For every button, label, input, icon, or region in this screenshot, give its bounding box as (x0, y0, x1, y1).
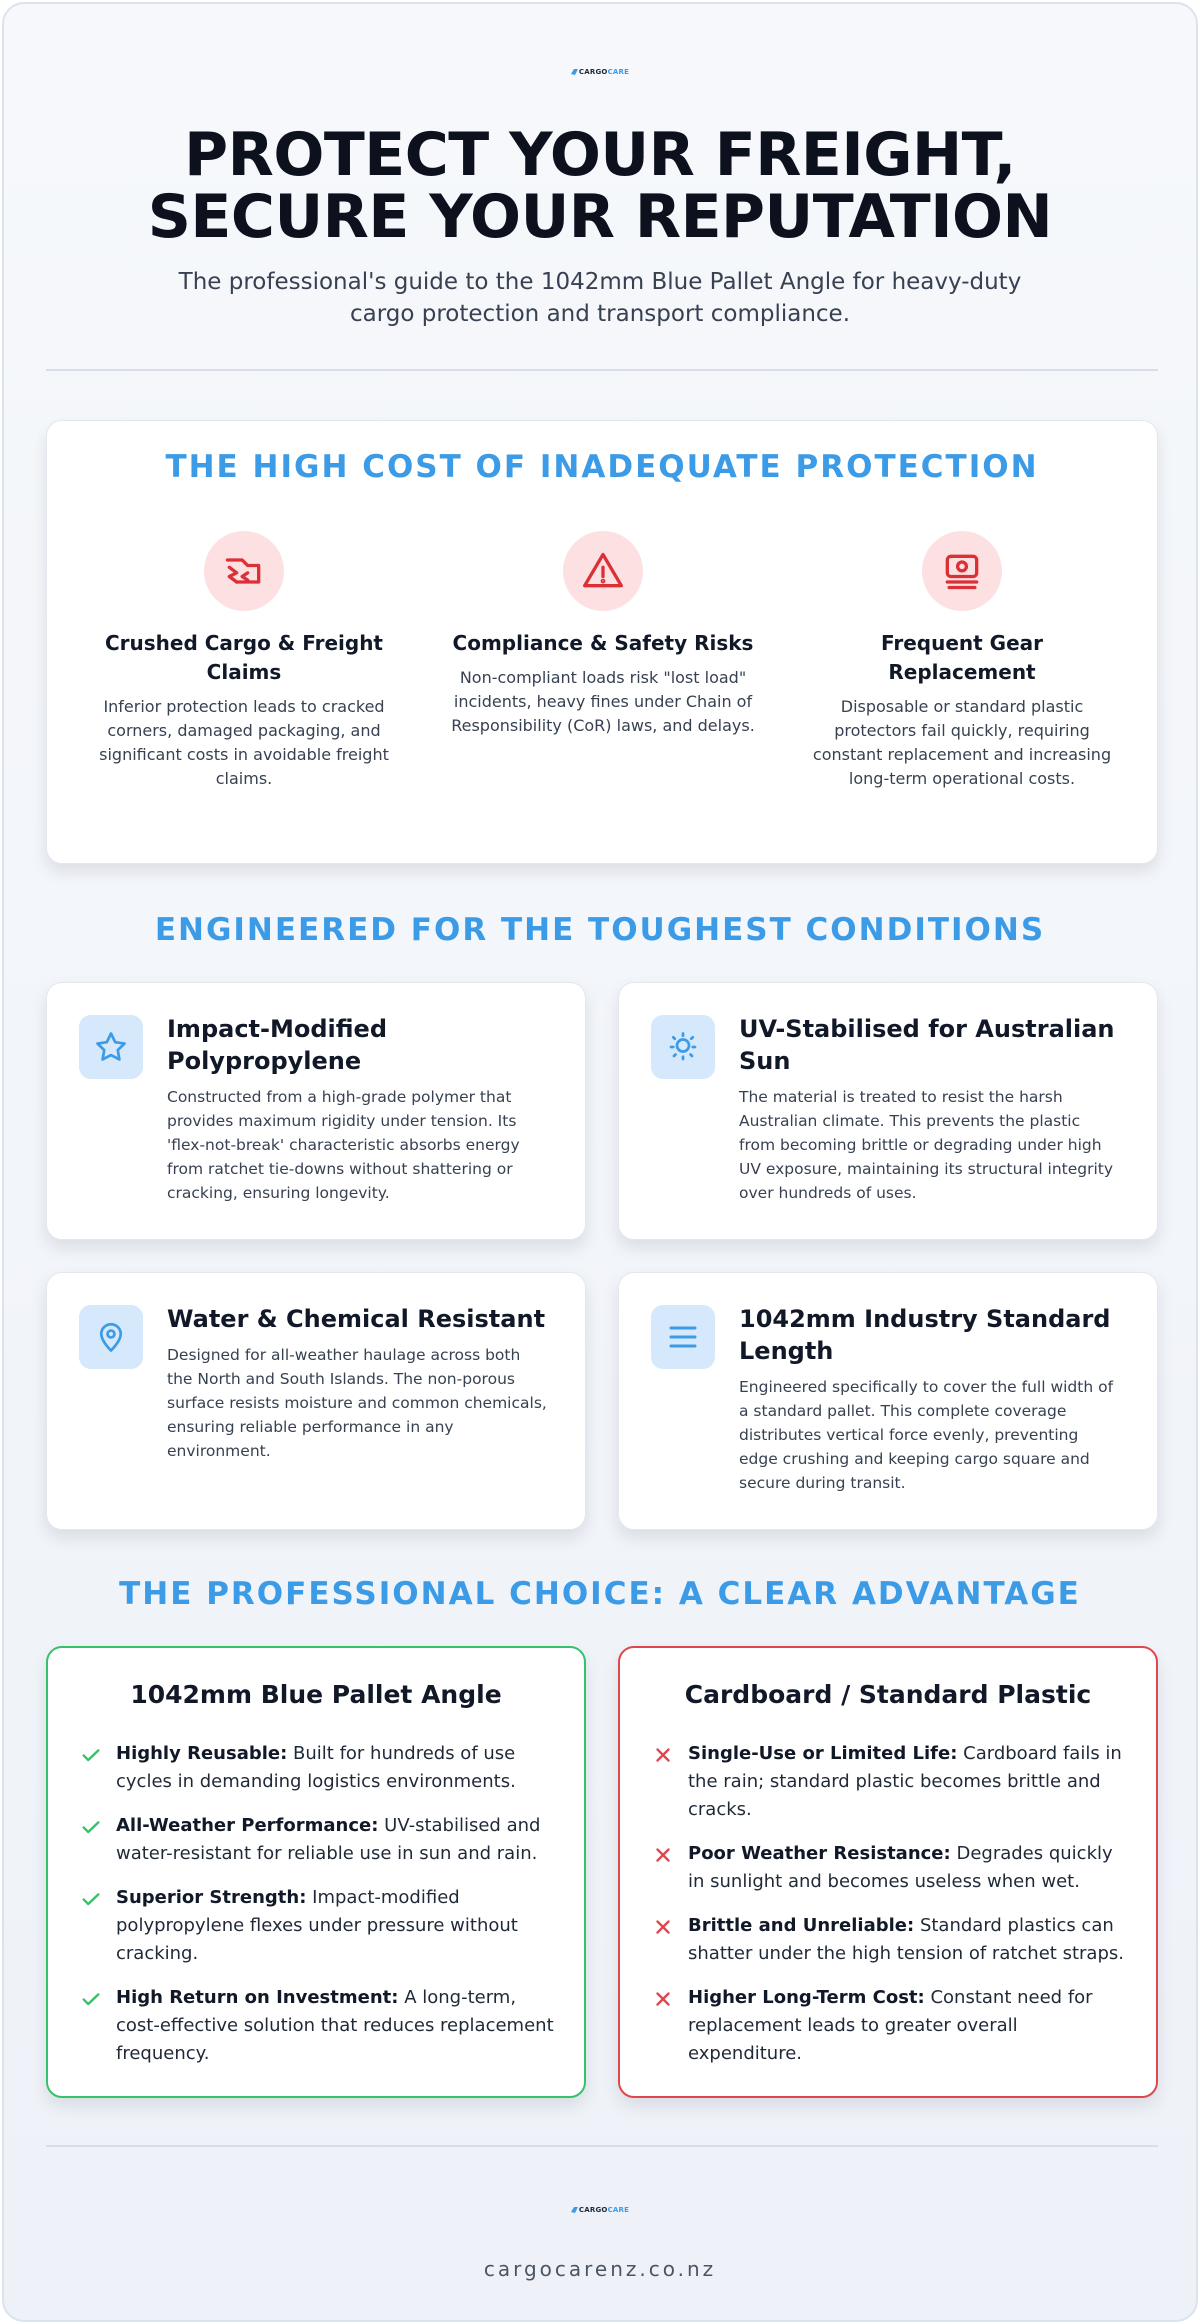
cost-section-card (46, 420, 1158, 864)
warning-triangle-icon (563, 531, 643, 611)
feature-card (46, 1272, 586, 1530)
divider (46, 2145, 1158, 2147)
divider (46, 369, 1158, 371)
feature-title: Water & Chemical Resistant (167, 1305, 546, 1333)
item-label: High Return on Investment: (116, 1987, 399, 2008)
item-text: A long-term, cost-effective solution that reduces replacement frequency. (116, 1987, 554, 2064)
checkmark-icon (80, 1744, 102, 1766)
footer-website-link[interactable]: cargocarenz.co.nz (483, 2257, 717, 2281)
comparison-section-title: THE PROFESSIONAL CHOICE: A CLEAR ADVANTAGE (119, 1576, 1081, 1612)
feature-text: Engineered specifically to cover the full width of a standard pallet. This complete coverage distributes vertical force evenly, preventing edge crushing and keeping cargo square and secure during transit. (739, 1378, 1114, 1492)
logo-text-part2: CARE (607, 2206, 630, 2214)
cost-item-text: Disposable or standard plastic protectors fail quickly, requiring constant replacement and increasing long-term operational costs. (812, 697, 1112, 788)
checkmark-icon (80, 1988, 102, 2010)
cost-item (89, 531, 399, 791)
item-text: Impact-modified polypropylene flexes under pressure without cracking. (116, 1887, 518, 1964)
cost-item-title: Compliance & Safety Risks (452, 631, 754, 655)
infographic-page (2, 2, 1198, 2322)
list-item (652, 1984, 1126, 2068)
item-label: Highly Reusable: (116, 1743, 288, 1764)
menu-lines-icon (651, 1305, 715, 1369)
cost-item-title: Frequent Gear Replacement (880, 631, 1044, 684)
cross-icon (652, 1916, 674, 1938)
feature-card (618, 1272, 1158, 1530)
logo-text-part2: CARE (607, 68, 630, 76)
item-text: Degrades quickly in sunlight and becomes useless when wet. (688, 1843, 1113, 1892)
list-item (80, 1812, 554, 1868)
item-label: Brittle and Unreliable: (688, 1915, 915, 1936)
sun-icon (651, 1015, 715, 1079)
cost-item-text: Non-compliant loads risk "lost load" incidents, heavy fines under Chain of Responsibility (CoR) laws, and delays. (451, 668, 755, 735)
item-text: UV-stabilised and water-resistant for reliable use in sun and rain. (116, 1815, 541, 1864)
logo-text-part1: CARGO (578, 2206, 608, 2214)
comparison-card-title: 1042mm Blue Pallet Angle (130, 1680, 502, 1709)
comparison-card-bad (618, 1646, 1158, 2098)
feature-card (618, 982, 1158, 1240)
item-label: Poor Weather Resistance: (688, 1843, 951, 1864)
page-title: PROTECT YOUR FREIGHT, SECURE YOUR REPUTATION (147, 120, 1053, 252)
feature-text: Designed for all-weather haulage across both the North and South Islands. The non-porous surface resists moisture and common chemicals, ensuring reliable performance in any environment. (167, 1346, 547, 1460)
swoosh-icon (571, 2207, 578, 2213)
item-label: Higher Long-Term Cost: (688, 1987, 925, 2008)
brand-logo (4, 68, 1196, 76)
feature-title: UV-Stabilised for Australian Sun (739, 1015, 1115, 1075)
cross-icon (652, 1988, 674, 2010)
list-item (80, 1740, 554, 1796)
swoosh-icon (571, 69, 578, 75)
checkmark-icon (80, 1888, 102, 1910)
cost-item-text: Inferior protection leads to cracked corners, damaged packaging, and significant costs in avoidable freight claims. (99, 697, 389, 788)
comparison-card-good (46, 1646, 586, 2098)
list-item (652, 1740, 1126, 1824)
list-item (80, 1884, 554, 1968)
item-label: Superior Strength: (116, 1887, 307, 1908)
feature-card (46, 982, 586, 1240)
item-text: Constant need for replacement leads to greater overall expenditure. (688, 1987, 1093, 2064)
feature-title: 1042mm Industry Standard Length (739, 1305, 1111, 1365)
money-icon (922, 531, 1002, 611)
advantage-list (80, 1740, 554, 2084)
list-item (652, 1912, 1126, 1968)
item-label: All-Weather Performance: (116, 1815, 379, 1836)
map-pin-icon (79, 1305, 143, 1369)
checkmark-icon (80, 1816, 102, 1838)
page-subtitle: The professional's guide to the 1042mm Blue Pallet Angle for heavy-duty cargo protection and transport compliance. (178, 269, 1022, 327)
cross-icon (652, 1844, 674, 1866)
logo-text-part1: CARGO (578, 68, 608, 76)
star-icon (79, 1015, 143, 1079)
feature-text: The material is treated to resist the harsh Australian climate. This prevents the plastic from becoming brittle or degrading under high UV exposure, maintaining its structural integrity over hundreds of uses. (739, 1088, 1114, 1202)
list-item (652, 1840, 1126, 1896)
feature-title: Impact-Modified Polypropylene (167, 1015, 387, 1075)
disadvantage-list (652, 1740, 1126, 2084)
item-text: Built for hundreds of use cycles in demanding logistics environments. (116, 1743, 516, 1792)
features-section-title: ENGINEERED FOR THE TOUGHEST CONDITIONS (154, 912, 1046, 948)
cost-section-title: THE HIGH COST OF INADEQUATE PROTECTION (165, 449, 1039, 485)
cross-icon (652, 1744, 674, 1766)
cost-item (807, 531, 1117, 791)
item-label: Single-Use or Limited Life: (688, 1743, 958, 1764)
crushed-package-icon (204, 531, 284, 611)
cost-item-title: Crushed Cargo & Freight Claims (104, 631, 383, 684)
item-text: Cardboard fails in the rain; standard plastic becomes brittle and cracks. (688, 1743, 1122, 1820)
cost-item (448, 531, 758, 738)
comparison-card-title: Cardboard / Standard Plastic (684, 1680, 1092, 1709)
footer-brand-logo (4, 2206, 1196, 2214)
feature-text: Constructed from a high-grade polymer that provides maximum rigidity under tension. Its 'flex-not-break' characteristic absorbs energy from ratchet tie-downs without shattering or cracking, ensuring longevity. (167, 1088, 520, 1202)
item-text: Standard plastics can shatter under the high tension of ratchet straps. (688, 1915, 1124, 1964)
list-item (80, 1984, 554, 2068)
